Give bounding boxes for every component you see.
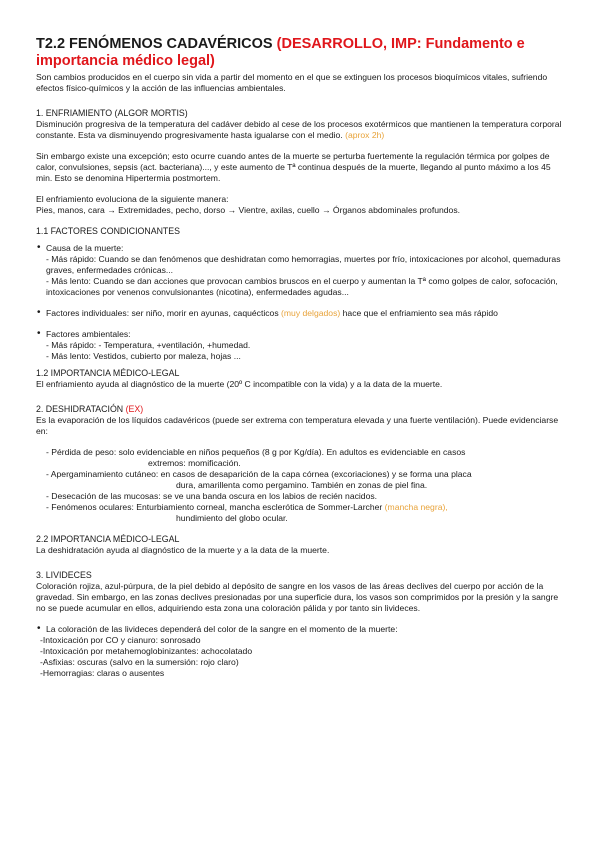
section-1-2-paragraph: El enfriamiento ayuda al diagnóstico de la muerte (20º C incompatible con la vida) y a la data de la muerte.: [36, 379, 443, 389]
deshidratacion-item-oculares-cont: hundimiento del globo ocular.: [176, 513, 288, 523]
section-1-2-heading: 1.2 IMPORTANCIA MÉDICO-LEGAL: [36, 368, 180, 378]
individuales-note: (muy delgados): [281, 308, 341, 318]
deshidratacion-item-apergaminamiento: - Apergaminamiento cutáneo: en casos de desaparición de la capa córnea (excoriaciones) y se forma una placa: [46, 469, 472, 479]
section-1-paragraph-3: El enfriamiento evoluciona de la siguiente manera:: [36, 194, 229, 204]
section-1-paragraph-1: [36, 119, 566, 141]
list-item-individuales: [36, 308, 566, 319]
deshidratacion-item-peso-cont: extremos: momificación.: [148, 458, 241, 468]
livideces-item-co: -Intoxicación por CO y cianuro: sonrosado: [40, 635, 201, 645]
section-1-paragraph-2: Sin embargo existe una excepción; esto ocurre cuando antes de la muerte se perturba fuertemente la regulación térmica por golpes de calor, convulsiones, sepsis (act. bacteriana)..., y este aumento de Tª continua después de la muerte, llegando al punto máximo a los 45 min. Esto se denomina Hipertermia postmortem.: [36, 151, 551, 183]
section-2-2-heading: 2.2 IMPORTANCIA MÉDICO-LEGAL: [36, 534, 180, 544]
section-2-heading: [36, 404, 566, 415]
causa-fast-text: Cuando se dan fenómenos que deshidratan como hemorragias, muertes por frío, intoxicaciones por alcohol, quemaduras graves, enfermedades crónicas...: [46, 254, 561, 275]
individuales-text: Factores individuales: ser niño, morir en ayunas, caquécticos: [46, 308, 279, 318]
section-2-heading-note: (EX): [125, 404, 144, 414]
livideces-item-hemorragias: -Hemorragias: claras o ausentes: [40, 668, 165, 678]
section-3-paragraph: Coloración rojiza, azul-púrpura, de la piel debido al depósito de sangre en los vasos de las áreas declives del cuerpo por acción de la gravedad. Sin embargo, en las zonas declives presionadas por una superficie dura, los vasos son comprimidos por la presión y la sangre no se puede acumular en ellos, adquiriendo esta zona una coloración pálida y por tanto sin livideces.: [36, 581, 559, 613]
oculares-note: (mancha negra),: [384, 502, 448, 512]
section-1-p1-text: Disminución progresiva de la temperatura del cadáver debido al cese de los procesos exotérmicos que mantienen la temperatura corporal constante. Esta va disminuyendo progresivamente hasta igualarse con el medio.: [36, 119, 562, 140]
deshidratacion-item-peso: - Pérdida de peso: solo evidenciable en niños pequeños (8 g por Kg/día). En adultos es evidenciable en casos: [46, 447, 466, 457]
title-main: T2.2 FENÓMENOS CADAVÉRICOS: [36, 36, 273, 52]
list-item-ambientales: • Factores ambientales:: [36, 329, 566, 340]
list-item-coloracion: • La coloración de las livideces dependerá del color de la sangre en el momento de la muerte:: [36, 624, 566, 635]
ambientales-slow: - Más lento: Vestidos, cubierto por maleza, hojas ...: [46, 351, 241, 361]
document-page: [36, 36, 566, 679]
section-2-heading-text: 2. DESHIDRATACIÓN: [36, 404, 124, 414]
section-1-p1-note: (aprox 2h): [345, 130, 385, 140]
livideces-item-asfixias: -Asfixias: oscuras (salvo en la sumersión: rojo claro): [40, 657, 239, 667]
section-2-paragraph: Es la evaporación de los líquidos cadavéricos (puede ser extrema con temperatura elevada y una fuerte ventilación). Puede evidenciarse en:: [36, 415, 559, 436]
causa-slow-label: - Más lento:: [46, 276, 91, 286]
section-1-sequence: Pies, manos, cara → Extremidades, pecho, dorso → Vientre, axilas, cuello → Órganos abdominales profundos.: [36, 205, 461, 215]
individuales-text-2: hace que el enfriamiento sea más rápido: [342, 308, 498, 318]
ambientales-fast: - Más rápido: - Temperatura, +ventilación, +humedad.: [46, 340, 251, 350]
oculares-text: - Fenómenos oculares: Enturbiamiento corneal, mancha esclerótica de Sommer-Larcher: [46, 502, 383, 512]
section-1-heading: 1. ENFRIAMIENTO (ALGOR MORTIS): [36, 108, 188, 118]
list-item-causa: • Causa de la muerte:: [36, 243, 566, 254]
page-title: [36, 36, 566, 70]
livideces-item-metahemoglobina: -Intoxicación por metahemoglobinizantes: achocolatado: [40, 646, 253, 656]
causa-fast: [36, 254, 566, 276]
section-1-1-heading: 1.1 FACTORES CONDICIONANTES: [36, 226, 181, 236]
causa-fast-label: - Más rápido:: [46, 254, 97, 264]
causa-slow: [36, 276, 566, 298]
section-3-heading: 3. LIVIDECES: [36, 570, 92, 580]
title-highlight: (DESARROLLO, IMP: Fundamento e importancia médico legal): [36, 36, 525, 69]
deshidratacion-item-mucosas: - Desecación de las mucosas: se ve una banda oscura en los labios de recién nacidos.: [46, 491, 378, 501]
section-2-2-paragraph: La deshidratación ayuda al diagnóstico de la muerte y a la data de la muerte.: [36, 545, 330, 555]
intro-paragraph: Son cambios producidos en el cuerpo sin vida a partir del momento en el que se extinguen los procesos bioquímicos vitales, sufriendo efectos físico-químicos y la acción de las influencias ambientales.: [36, 72, 548, 93]
deshidratacion-item-oculares: [36, 502, 566, 513]
deshidratacion-item-apergaminamiento-cont: dura, amarillenta como pergamino. También en zonas de piel fina.: [176, 480, 428, 490]
causa-slow-text: Cuando se dan acciones que provocan cambios bruscos en el cuerpo y aumentan la Tª como golpes de calor, sofocación, intoxicaciones por venenos convulsionantes (nicotina), enfermedades agudas...: [46, 276, 558, 297]
